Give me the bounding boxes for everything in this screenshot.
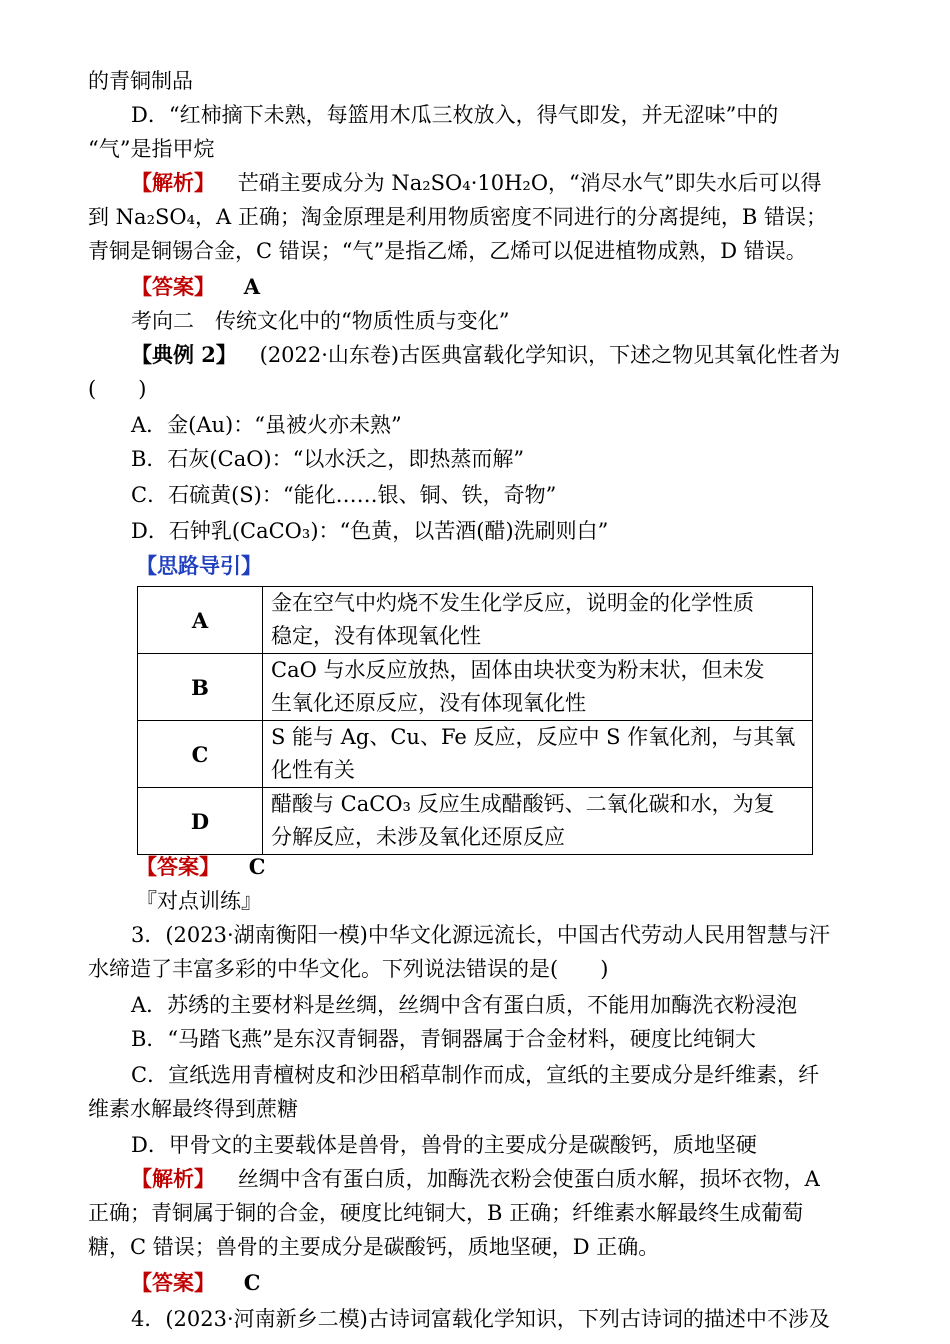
analysis-label: 【解析】	[131, 1166, 215, 1191]
option-a: A．金(Au)：“虽被火亦未熟”	[131, 413, 402, 437]
table-row	[138, 788, 813, 855]
analysis-paragraph	[131, 1162, 820, 1196]
text-line: 的青铜制品	[88, 69, 193, 93]
answer-label: 【答案】	[131, 274, 215, 299]
answer-label: 【答案】	[136, 854, 220, 879]
row-key: D	[138, 788, 263, 855]
text-line: “气”是指甲烷	[88, 137, 215, 161]
analysis-paragraph	[131, 166, 822, 200]
practice-heading: 『对点训练』	[136, 889, 262, 913]
section-heading: 考向二 传统文化中的“物质性质与变化”	[131, 309, 510, 333]
row-text-line: CaO 与水反应放热，固体由块状变为粉末状，但未发	[271, 658, 765, 682]
option-b: B．石灰(CaO)：“以水沃之，即热蒸而解”	[131, 447, 525, 471]
row-text-line: 金在空气中灼烧不发生化学反应，说明金的化学性质	[271, 591, 754, 615]
example-question	[131, 338, 840, 372]
row-text	[263, 654, 813, 721]
text-line: 到 Na₂SO₄，A 正确；淘金原理是利用物质密度不同进行的分离提纯，B 错误；	[88, 205, 827, 229]
guide-label-text: 【思路导引】	[136, 553, 262, 578]
table-row	[138, 587, 813, 654]
text-line: 糖，C 错误；兽骨的主要成分是碳酸钙，质地坚硬，D 正确。	[88, 1235, 660, 1259]
option-d: D．“红柿摘下未熟，每篮用木瓜三枚放入，得气即发，并无涩味”中的	[131, 103, 779, 127]
option-d: D．石钟乳(CaCO₃)：“色黄，以苦酒(醋)洗刷则白”	[131, 519, 609, 543]
option-a: A．苏绣的主要材料是丝绸，丝绸中含有蛋白质，不能用加酶洗衣粉浸泡	[131, 993, 798, 1017]
row-key: B	[138, 654, 263, 721]
row-text-line: 化性有关	[271, 758, 355, 782]
option-c: C．宣纸选用青檀树皮和沙田稻草制作而成，宣纸的主要成分是纤维素，纤	[131, 1063, 820, 1087]
example-label: 【典例 2】	[131, 342, 237, 367]
analysis-text: 芒硝主要成分为 Na₂SO₄·10H₂O，“消尽水气”即失水后可以得	[237, 171, 822, 195]
text-line: 维素水解最终得到蔗糖	[88, 1097, 298, 1121]
row-text	[263, 788, 813, 855]
answer-line	[136, 850, 265, 884]
guide-table	[137, 586, 813, 855]
analysis-label: 【解析】	[131, 170, 215, 195]
answer-label: 【答案】	[131, 1270, 215, 1295]
row-key: A	[138, 587, 263, 654]
text-line: 青铜是铜锡合金，C 错误；“气”是指乙烯，乙烯可以促进植物成熟，D 错误。	[88, 239, 807, 263]
table-row	[138, 721, 813, 788]
row-text	[263, 721, 813, 788]
answer-line	[131, 270, 260, 304]
analysis-text: 丝绸中含有蛋白质，加酶洗衣粉会使蛋白质水解，损坏衣物，A	[237, 1167, 820, 1191]
row-text-line: 醋酸与 CaCO₃ 反应生成醋酸钙、二氧化碳和水，为复	[271, 792, 775, 816]
guide-label	[136, 549, 262, 583]
option-b: B．“马踏飞燕”是东汉青铜器，青铜器属于合金材料，硬度比纯铜大	[131, 1027, 756, 1051]
row-text-line: S 能与 Ag、Cu、Fe 反应，反应中 S 作氧化剂，与其氧	[271, 725, 796, 749]
answer-value: C	[248, 854, 266, 879]
question-3: 3．(2023·湖南衡阳一模)中华文化源远流长，中国古代劳动人民用智慧与汗	[131, 923, 830, 947]
answer-blank: ( )	[88, 377, 147, 401]
text-line: 水缔造了丰富多彩的中华文化。下列说法错误的是( )	[88, 957, 609, 981]
text-line: 正确；青铜属于铜的合金，硬度比纯铜大，B 正确；纤维素水解最终生成葡萄	[88, 1201, 804, 1225]
row-key: C	[138, 721, 263, 788]
row-text-line: 稳定，没有体现氧化性	[271, 624, 481, 648]
option-d: D．甲骨文的主要载体是兽骨，兽骨的主要成分是碳酸钙，质地坚硬	[131, 1133, 757, 1157]
answer-value: C	[243, 1270, 261, 1295]
option-c: C．石硫黄(S)：“能化……银、铜、铁，奇物”	[131, 483, 557, 507]
answer-line	[131, 1266, 260, 1300]
row-text	[263, 587, 813, 654]
row-text-line: 生氧化还原反应，没有体现氧化性	[271, 691, 586, 715]
table-row	[138, 654, 813, 721]
question-4: 4．(2023·河南新乡二模)古诗词富载化学知识，下列古诗词的描述中不涉及	[131, 1307, 830, 1331]
example-text: (2022·山东卷)古医典富载化学知识，下述之物见其氧化性者为	[259, 343, 841, 367]
answer-value: A	[243, 274, 260, 299]
row-text-line: 分解反应，未涉及氧化还原反应	[271, 825, 565, 849]
